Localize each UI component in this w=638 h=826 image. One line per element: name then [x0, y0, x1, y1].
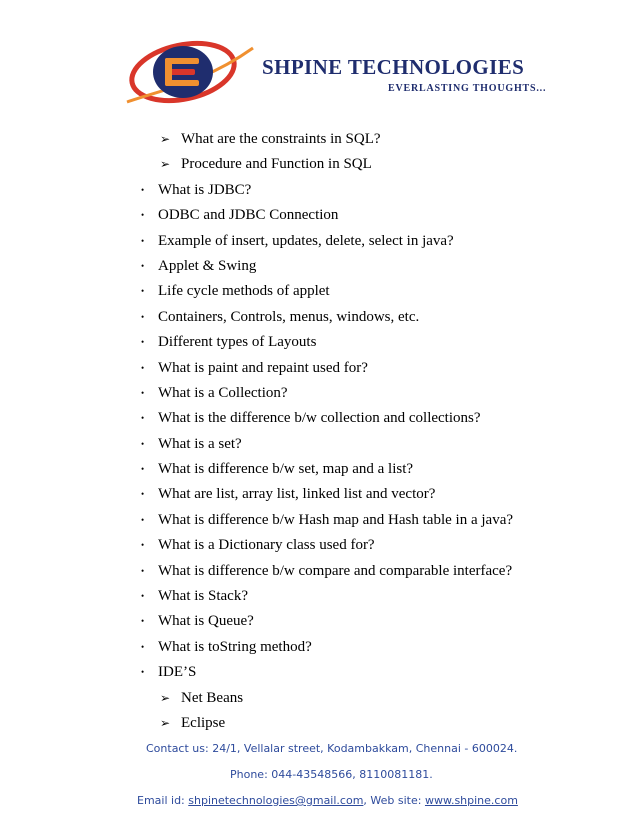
list-item: [0, 381, 638, 406]
bullet-icon: •: [141, 565, 145, 576]
list-item: [0, 330, 638, 355]
list-item: [0, 127, 638, 152]
list-item-text: What is Stack?: [158, 588, 248, 605]
arrow-bullet-icon: ➢: [160, 715, 171, 730]
list-item: [0, 178, 638, 203]
topic-list: [0, 127, 638, 736]
list-item: [0, 406, 638, 431]
list-item-text: What is difference b/w set, map and a list?: [158, 461, 414, 478]
list-item-text: Example of insert, updates, delete, select in java?: [158, 232, 454, 249]
bullet-icon: •: [141, 667, 145, 678]
website-label: , Web site:: [363, 794, 425, 807]
list-item: [0, 457, 638, 482]
footer-web: [137, 794, 638, 807]
list-item: [0, 254, 638, 279]
bullet-icon: •: [141, 591, 145, 602]
list-item-text: Life cycle methods of applet: [158, 283, 330, 300]
bullet-icon: •: [141, 413, 145, 424]
list-item-text: IDE’S: [158, 664, 197, 681]
list-item-text: What are the constraints in SQL?: [181, 131, 381, 147]
bullet-icon: •: [141, 464, 145, 475]
list-item-text: What is Queue?: [158, 613, 254, 630]
bullet-icon: •: [141, 540, 145, 551]
bullet-icon: •: [141, 184, 145, 195]
bullet-icon: •: [141, 286, 145, 297]
arrow-bullet-icon: ➢: [160, 132, 171, 146]
list-item-text: ODBC and JDBC Connection: [158, 207, 339, 224]
footer-phone: Phone: 044-43548566, 8110081181.: [230, 768, 433, 781]
email-link[interactable]: shpinetechnologies@gmail.com: [188, 794, 364, 807]
bullet-icon: •: [141, 514, 145, 525]
shpine-logo-icon: [125, 34, 257, 106]
list-item: [0, 711, 638, 736]
list-item: [0, 660, 638, 685]
list-item-text: What is the difference b/w collection and collections?: [158, 410, 481, 427]
list-item-text: What is difference b/w Hash map and Hash table in a java?: [158, 511, 514, 528]
bullet-icon: •: [141, 210, 145, 221]
list-item-text: Eclipse: [181, 714, 226, 731]
email-label: Email id:: [137, 794, 189, 807]
list-item: [0, 609, 638, 634]
bullet-icon: •: [141, 311, 145, 322]
list-item: [0, 533, 638, 558]
list-item-text: Procedure and Function in SQL: [181, 156, 372, 173]
list-item: [0, 229, 638, 254]
list-item: [0, 152, 638, 177]
bullet-icon: •: [141, 641, 145, 652]
list-item-text: What is paint and repaint used for?: [158, 359, 368, 376]
bullet-icon: •: [141, 337, 145, 348]
list-item: [0, 432, 638, 457]
list-item-text: What are list, array list, linked list and vector?: [158, 486, 436, 503]
bullet-icon: •: [141, 489, 145, 500]
list-item-text: Different types of Layouts: [158, 334, 317, 351]
bullet-icon: •: [141, 362, 145, 373]
list-item: [0, 305, 638, 330]
bullet-icon: •: [141, 438, 145, 449]
list-item: [0, 559, 638, 584]
bullet-icon: •: [141, 235, 145, 246]
list-item-text: What is toString method?: [158, 638, 312, 655]
footer-contact: Contact us: 24/1, Vellalar street, Kodambakkam, Chennai - 600024.: [146, 742, 518, 755]
page-header: [0, 0, 638, 125]
list-item: [0, 356, 638, 381]
list-item: [0, 508, 638, 533]
list-item-text: Containers, Controls, menus, windows, etc.: [158, 308, 420, 325]
list-item-text: Net Beans: [181, 689, 244, 706]
arrow-bullet-icon: ➢: [160, 690, 171, 705]
company-name: SHPINE TECHNOLOGIES: [262, 55, 525, 79]
bullet-icon: •: [141, 387, 145, 398]
list-item: [0, 686, 638, 711]
list-item-text: What is a Collection?: [158, 384, 288, 401]
list-item-text: What is a set?: [158, 435, 242, 452]
list-item-text: Applet & Swing: [158, 257, 257, 274]
company-tagline: EVERLASTING THOUGHTS...: [388, 83, 547, 94]
arrow-bullet-icon: ➢: [160, 157, 171, 172]
bullet-icon: •: [141, 260, 145, 271]
list-item-text: What is difference b/w compare and comparable interface?: [158, 562, 513, 579]
list-item-text: What is JDBC?: [158, 181, 252, 198]
list-item: [0, 584, 638, 609]
bullet-icon: •: [141, 616, 145, 627]
website-link[interactable]: www.shpine.com: [424, 794, 518, 807]
list-item-text: What is a Dictionary class used for?: [158, 537, 375, 554]
list-item: [0, 203, 638, 228]
list-item: [0, 635, 638, 660]
list-item: [0, 279, 638, 304]
list-item: [0, 482, 638, 507]
